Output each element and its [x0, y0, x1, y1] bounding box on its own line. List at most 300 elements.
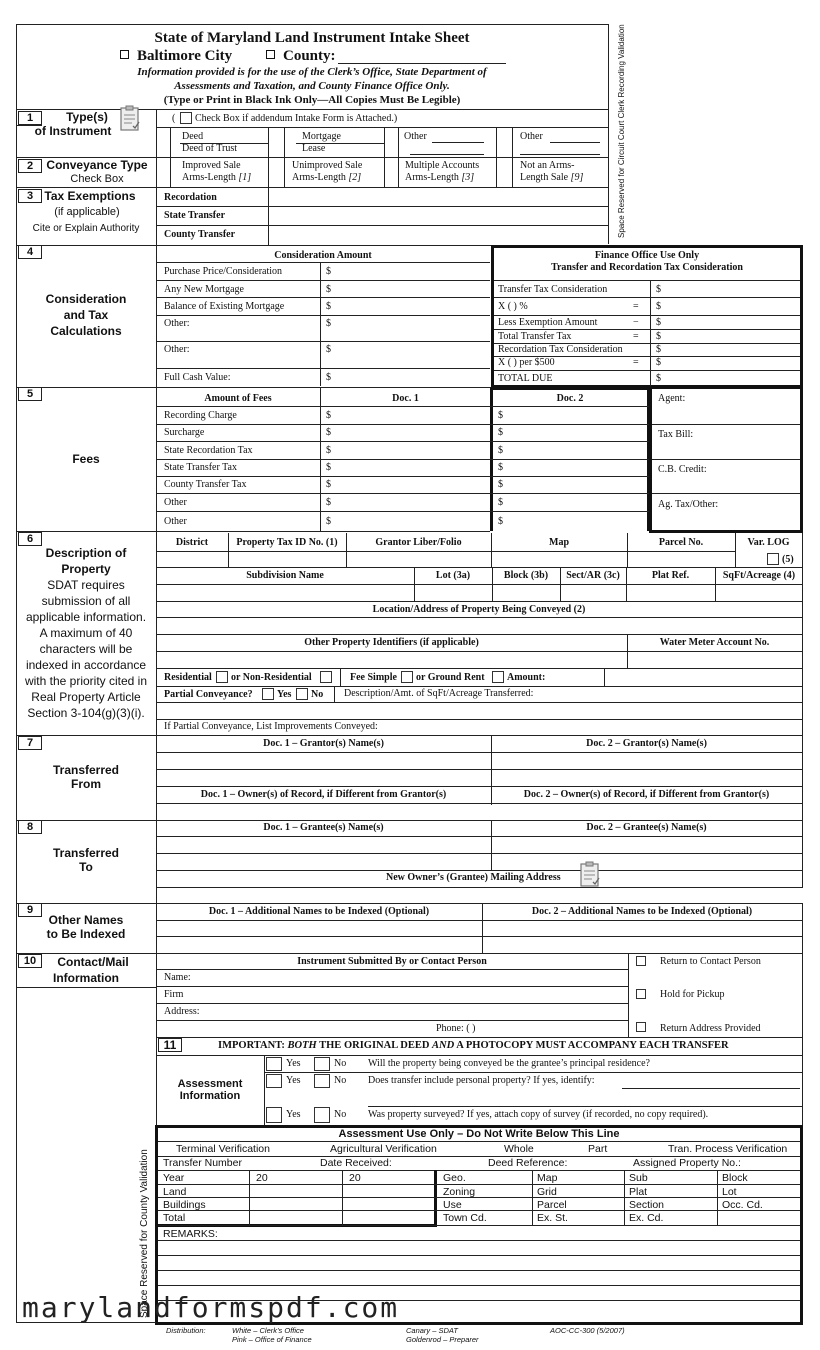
distribution-canary: Canary – SDAT: [406, 1326, 458, 1335]
operator-sign: =: [633, 301, 639, 312]
divider: [156, 634, 802, 635]
divider: [16, 735, 802, 736]
divider: [156, 441, 649, 442]
residential-option[interactable]: Residential: [164, 672, 212, 683]
doc1-fee-field[interactable]: $: [326, 427, 331, 438]
opt-text: Not an Arms-: [520, 160, 575, 171]
finance-amount-field[interactable]: $: [656, 301, 661, 312]
finance-row-label: Recordation Tax Consideration: [498, 344, 623, 355]
finance-header-1: Finance Office Use Only: [594, 250, 700, 261]
fee-row-label: Surcharge: [164, 427, 205, 438]
divider: [228, 533, 229, 567]
finance-amount-field[interactable]: $: [656, 284, 661, 295]
finance-amount-field[interactable]: $: [656, 344, 661, 355]
transferred-from-label-2: From: [71, 777, 101, 791]
divider: [156, 752, 802, 753]
other-2-option[interactable]: Other: [520, 131, 543, 142]
finance-amount-field[interactable]: $: [656, 357, 661, 368]
frame-left: [16, 24, 17, 1322]
consideration-amount-header: Consideration Amount: [274, 250, 372, 261]
partial-yes-checkbox[interactable]: [262, 688, 274, 700]
divider: [334, 686, 335, 702]
doc1-fee-field[interactable]: $: [326, 462, 331, 473]
divider: [156, 1003, 628, 1004]
divider: [16, 387, 491, 388]
deed-of-trust-option[interactable]: Deed of Trust: [182, 143, 238, 154]
q2-yes-checkbox[interactable]: [266, 1074, 282, 1088]
divider: [802, 533, 803, 888]
divider: [156, 870, 802, 871]
doc1-fee-field[interactable]: $: [326, 479, 331, 490]
divider: [264, 1055, 265, 1125]
type-label: Type(s): [66, 110, 108, 124]
subdivision-header: Subdivision Name: [246, 570, 324, 581]
sdat-note: with the priority cited in: [24, 674, 148, 688]
location-field[interactable]: [158, 618, 800, 633]
divider: [170, 157, 171, 187]
consideration-row-label: Other:: [164, 344, 190, 355]
divider: [410, 154, 484, 155]
question-surveyed: Was property surveyed? If yes, attach copy of survey (if recorded, no copy required).: [368, 1109, 709, 1120]
baltimore-city-label: Baltimore City: [137, 48, 233, 64]
county-transfer-label: County Transfer: [164, 229, 236, 240]
map-label: Map: [537, 1172, 558, 1184]
q1-no-checkbox[interactable]: [314, 1057, 330, 1071]
doc1-grantor-header: Doc. 1 – Grantor(s) Name(s): [263, 738, 384, 749]
sdat-note: A maximum of 40: [39, 626, 133, 640]
divider: [268, 187, 269, 245]
divider: [156, 719, 802, 720]
date-received-label: Date Received:: [320, 1157, 392, 1169]
remarks-label: REMARKS:: [163, 1228, 218, 1240]
divider: [156, 262, 490, 263]
fee-row-label: Other: [164, 497, 187, 508]
divider: [652, 493, 800, 494]
section-4-number: 4: [18, 245, 42, 259]
divider: [368, 1106, 802, 1107]
partial-conveyance-label: Partial Conveyance?: [164, 689, 253, 700]
divider: [156, 853, 802, 854]
consideration-amount-field[interactable]: $: [326, 266, 331, 277]
doc2-fee-field[interactable]: $: [498, 427, 503, 438]
divider: [156, 297, 490, 298]
parcel-header: Parcel No.: [658, 537, 704, 548]
lease-option[interactable]: Lease: [302, 143, 326, 154]
contact-name-field[interactable]: Name:: [164, 972, 191, 983]
divider: [652, 424, 800, 425]
description-amount-label: Description/Amt. of SqFt/Acreage Transferred:: [344, 688, 534, 699]
return-contact-checkbox[interactable]: [636, 956, 646, 966]
geo-label: Geo.: [443, 1172, 466, 1184]
consideration-row-label: Other:: [164, 318, 190, 329]
land-label: Land: [163, 1186, 187, 1198]
divider: [624, 1170, 625, 1225]
town-code-label: Town Cd.: [443, 1212, 487, 1224]
info-line-3: (Type or Print in Black Ink Only—All Copies Must Be Legible): [163, 94, 461, 106]
doc2-fee-field[interactable]: $: [498, 445, 503, 456]
sect-header: Sect/AR (3c): [566, 570, 620, 581]
divider: [156, 280, 490, 281]
other-names-label-1: Other Names: [48, 913, 124, 927]
divider: [268, 127, 269, 157]
clipboard-icon: [578, 860, 602, 888]
divider: [496, 127, 497, 157]
var-log-code: (5): [782, 554, 794, 565]
distribution-pink: Pink – Office of Finance: [232, 1335, 312, 1344]
divider: [16, 987, 156, 988]
divider: [16, 953, 802, 954]
divider: [802, 1037, 803, 1125]
divider: [494, 329, 800, 330]
divider: [156, 567, 802, 568]
divider: [284, 127, 285, 157]
sqft-header: SqFt/Acreage (4): [722, 570, 796, 581]
agricultural-verification[interactable]: Agricultural Verification: [330, 1143, 437, 1155]
divider: [628, 953, 629, 1037]
q1-yes-checkbox[interactable]: [266, 1057, 282, 1071]
divider: [156, 986, 628, 987]
other-2-field[interactable]: [550, 142, 600, 143]
non-residential-option[interactable]: or Non-Residential: [231, 672, 312, 683]
consideration-amount-field[interactable]: $: [326, 301, 331, 312]
doc1-fee-field[interactable]: $: [326, 497, 331, 508]
important-text: IMPORTANT: BOTH THE ORIGINAL DEED AND A PHOTOCOPY MUST ACCOMPANY EACH TRANSFER: [218, 1040, 729, 1051]
doc2-grantor-header: Doc. 2 – Grantor(s) Name(s): [586, 738, 707, 749]
improvements-label: If Partial Conveyance, List Improvements Conveyed:: [164, 721, 378, 732]
divider: [735, 533, 736, 567]
return-contact-label: Return to Contact Person: [660, 956, 761, 967]
addendum-open-paren: (: [172, 113, 176, 124]
doc2-owner-header: Doc. 2 – Owner(s) of Record, if Different from Grantor(s): [523, 789, 770, 800]
finance-row-label: Total Transfer Tax: [498, 331, 572, 342]
whole-option[interactable]: Whole: [504, 1143, 534, 1155]
doc2-fee-field[interactable]: $: [498, 497, 503, 508]
section-1-label-2: [28, 124, 118, 139]
consideration-row-label: Any New Mortgage: [164, 284, 244, 295]
operator-sign: =: [633, 331, 639, 342]
non-residential-checkbox[interactable]: [320, 671, 332, 683]
finance-header-2: Transfer and Recordation Tax Consideration: [551, 262, 743, 273]
section-1-number: 1: [18, 111, 42, 125]
description-label-2: Property: [61, 562, 111, 576]
zoning-label: Zoning: [443, 1186, 476, 1198]
other-names-label-2: to Be Indexed: [46, 927, 126, 941]
county-validation-text: Space Reserved for County Validation: [139, 1149, 150, 1318]
consideration-amount-field[interactable]: $: [326, 344, 331, 355]
contact-label-2: Information: [53, 971, 119, 985]
page-title: State of Maryland Land Instrument Intake Sheet: [154, 30, 470, 46]
opt-text: Improved Sale: [182, 160, 241, 171]
divider: [512, 157, 513, 187]
unimproved-sale-option[interactable]: [292, 160, 362, 184]
info-line-2: Assessments and Taxation, and County Finance Office Only.: [174, 80, 450, 92]
finance-amount-field[interactable]: $: [656, 373, 661, 384]
ground-rent-option[interactable]: or Ground Rent: [416, 672, 485, 683]
divider: [156, 459, 649, 460]
contact-label-1: Contact/Mail: [57, 955, 129, 969]
consideration-amount-field[interactable]: $: [326, 284, 331, 295]
doc1-fee-field[interactable]: $: [326, 410, 331, 421]
q2-no-checkbox[interactable]: [314, 1074, 330, 1088]
improved-sale-option[interactable]: [182, 160, 251, 184]
location-header: Location/Address of Property Being Conveyed (2): [372, 604, 586, 615]
divider: [156, 1055, 802, 1056]
transferred-to-label-2: To: [79, 860, 93, 874]
distribution-label: Distribution:: [166, 1326, 206, 1335]
mailing-address-header: New Owner’s (Grantee) Mailing Address: [386, 872, 561, 883]
divider: [158, 1197, 800, 1198]
section-10-number: 10: [18, 954, 42, 968]
consideration-row-label: Purchase Price/Consideration: [164, 266, 283, 277]
county-option[interactable]: [266, 48, 336, 65]
other-identifiers-header: Other Property Identifiers (if applicable): [304, 637, 479, 648]
year-label: Year: [163, 1172, 185, 1184]
partial-no-label: No: [311, 689, 324, 700]
operator-sign: =: [633, 357, 639, 368]
section-9-number: 9: [18, 903, 42, 917]
doc2-grantee-header: Doc. 2 – Grantee(s) Name(s): [586, 822, 707, 833]
consideration-row-label: Full Cash Value:: [164, 372, 231, 383]
var-log-header: Var. LOG: [747, 537, 790, 548]
doc1-fee-field[interactable]: $: [326, 445, 331, 456]
divider: [170, 127, 171, 157]
finance-row-label: TOTAL DUE: [498, 373, 553, 384]
divider: [802, 903, 803, 953]
partial-no-checkbox[interactable]: [296, 688, 308, 700]
divider: [156, 769, 802, 770]
divider: [156, 341, 490, 342]
consideration-label-2: and Tax: [63, 308, 109, 322]
fee-row-label: County Transfer Tax: [164, 479, 247, 490]
ex-st-label: Ex. St.: [537, 1212, 568, 1224]
fee-simple-checkbox[interactable]: [401, 671, 413, 683]
opt-code: [1]: [238, 172, 252, 183]
total-label: Total: [163, 1212, 186, 1224]
cb-credit-field[interactable]: C.B. Credit:: [658, 464, 707, 475]
divider: [520, 154, 600, 155]
return-address-label: Return Address Provided: [660, 1023, 761, 1034]
section-6-number: 6: [18, 532, 42, 546]
divider: [156, 601, 802, 602]
divider: [650, 280, 651, 386]
other-1-field[interactable]: [432, 142, 484, 143]
section-5-number: 5: [18, 387, 42, 401]
partial-yes-label: Yes: [277, 689, 292, 700]
consideration-label-3: Calculations: [50, 324, 122, 338]
sdat-note: characters will be: [39, 642, 133, 656]
ex-cd-label: Ex. Cd.: [629, 1212, 664, 1224]
divider: [156, 127, 608, 128]
finance-row-label: Transfer Tax Consideration: [498, 284, 608, 295]
clerk-validation-text: Space Reserved for Circuit Court Clerk Recording Validation: [617, 24, 626, 238]
assessment-info-label-2: Information: [179, 1090, 241, 1102]
divider: [156, 936, 802, 937]
sdat-note: Real Property Article: [31, 690, 141, 704]
addendum-label: Check Box if addendum Intake Form is Attached.): [195, 113, 398, 124]
mortgage-option[interactable]: Mortgage: [302, 131, 341, 142]
doc2-fee-field[interactable]: $: [498, 462, 503, 473]
divider: [494, 297, 800, 298]
divider: [156, 786, 802, 787]
grid-label: Grid: [537, 1186, 557, 1198]
recordation-exemption-field[interactable]: [270, 188, 606, 205]
not-arms-length-option[interactable]: [520, 160, 583, 184]
contact-header: Instrument Submitted By or Contact Person: [297, 956, 487, 967]
q3-no-checkbox[interactable]: [314, 1107, 330, 1123]
divider: [156, 920, 802, 921]
distribution-goldenrod: Goldenrod – Preparer: [406, 1335, 479, 1344]
deed-reference-label: Deed Reference:: [488, 1157, 568, 1169]
divider: [264, 1072, 802, 1073]
of-instrument-label: of Instrument: [34, 124, 112, 138]
finance-amount-field[interactable]: $: [656, 331, 661, 342]
doc2-additional-names-header: Doc. 2 – Additional Names to be Indexed (Optional): [531, 906, 753, 917]
multiple-accounts-option[interactable]: [405, 160, 479, 184]
fees-header-amount: Amount of Fees: [204, 393, 272, 404]
district-header: District: [175, 537, 209, 548]
terminal-verification[interactable]: Terminal Verification: [176, 1143, 270, 1155]
divider: [156, 702, 802, 703]
form-number: AOC-CC-300 (5/2007): [550, 1326, 625, 1335]
if-applicable-label: (if applicable): [54, 206, 120, 218]
fee-simple-option[interactable]: Fee Simple: [350, 672, 397, 683]
plat-label: Plat: [629, 1186, 648, 1198]
consideration-amount-field[interactable]: $: [326, 318, 331, 329]
divider: [156, 668, 802, 669]
doc1-owner-header: Doc. 1 – Owner(s) of Record, if Different from Grantor(s): [200, 789, 447, 800]
divider: [494, 315, 800, 316]
grantor-liber-header: Grantor Liber/Folio: [375, 537, 462, 548]
doc2-fee-field[interactable]: $: [498, 410, 503, 421]
tax-exemptions-label: Tax Exemptions: [44, 189, 136, 203]
sdat-note: indexed in accordance: [25, 658, 147, 672]
year-2[interactable]: 20: [349, 1172, 361, 1184]
opt-text: Unimproved Sale: [292, 160, 363, 171]
divider: [156, 476, 649, 477]
divider: [346, 533, 347, 567]
opt-text: Arms-Length: [405, 172, 459, 183]
doc2-fee-field[interactable]: $: [498, 479, 503, 490]
finance-row-label: Less Exemption Amount: [498, 317, 598, 328]
transfer-number-label: Transfer Number: [163, 1157, 242, 1169]
consideration-amount-field[interactable]: $: [326, 372, 331, 383]
distribution-white: White – Clerk’s Office: [232, 1326, 304, 1335]
divider: [158, 1225, 800, 1226]
contact-firm-field[interactable]: Firm: [164, 989, 184, 1000]
finance-row-label: X ( ) per $500: [498, 357, 555, 368]
opt-code: [9]: [570, 172, 584, 183]
contact-address-field[interactable]: Address:: [164, 1006, 200, 1017]
divider: [158, 1141, 800, 1142]
doc2-fee-field[interactable]: $: [498, 516, 503, 527]
transferred-to-label-1: Transferred: [52, 846, 120, 860]
divider: [156, 651, 802, 652]
doc1-fee-field[interactable]: $: [326, 516, 331, 527]
hold-pickup-label: Hold for Pickup: [660, 989, 725, 1000]
return-address-checkbox[interactable]: [636, 1022, 646, 1032]
addendum-checkbox[interactable]: [180, 112, 192, 124]
var-log-checkbox[interactable]: [767, 553, 779, 565]
baltimore-city-option[interactable]: [120, 48, 232, 65]
cite-authority-label: Cite or Explain Authority: [32, 223, 140, 234]
personal-property-field[interactable]: [622, 1088, 800, 1089]
hold-pickup-checkbox[interactable]: [636, 989, 646, 999]
divider: [158, 1210, 800, 1211]
county-field[interactable]: [338, 63, 506, 64]
divider: [398, 127, 399, 157]
doc1-additional-names-header: Doc. 1 – Additional Names to be Indexed (Optional): [208, 906, 430, 917]
operator-sign: −: [633, 317, 639, 328]
divider: [627, 533, 628, 567]
no-label: No: [334, 1058, 347, 1069]
divider: [717, 1170, 718, 1225]
divider: [16, 531, 490, 532]
ag-tax-field[interactable]: Ag. Tax/Other:: [658, 499, 719, 510]
divider: [156, 551, 735, 552]
q3-yes-checkbox[interactable]: [266, 1107, 282, 1123]
question-personal-property: Does transfer include personal property? If yes, identify:: [368, 1075, 595, 1086]
divider: [494, 370, 800, 371]
sdat-note: Section 3-104(g)(3)(i).: [27, 706, 145, 720]
divider: [491, 533, 492, 567]
divider: [156, 368, 490, 369]
question-principal-residence: Will the property being conveyed be the grantee’s principal residence?: [368, 1058, 650, 1069]
tran-process-verification[interactable]: Tran. Process Verification: [668, 1143, 788, 1155]
tax-id-header: Property Tax ID No. (1): [236, 537, 338, 548]
county-transfer-exemption-field[interactable]: [270, 226, 606, 243]
fee-row-label: Recording Charge: [164, 410, 237, 421]
divider: [16, 820, 802, 821]
divider: [384, 127, 385, 157]
buildings-label: Buildings: [163, 1199, 206, 1211]
deed-option[interactable]: Deed: [182, 131, 204, 142]
divider: [340, 668, 341, 686]
occ-code-label: Occ. Cd.: [722, 1199, 763, 1211]
fees-header-doc2: Doc. 2: [556, 393, 584, 404]
amount-label: Amount:: [507, 672, 546, 683]
divider: [156, 686, 802, 687]
residential-checkbox[interactable]: [216, 671, 228, 683]
finance-row-label: X ( ) %: [498, 301, 528, 312]
part-option[interactable]: Part: [588, 1143, 608, 1155]
check-box-label: Check Box: [70, 173, 124, 185]
lot-label: Lot: [722, 1186, 737, 1198]
divider: [512, 127, 513, 157]
other-1-option[interactable]: Other: [404, 131, 427, 142]
divider: [156, 836, 802, 837]
opt-text: Arms-Length: [182, 172, 236, 183]
parcel-label: Parcel: [537, 1199, 567, 1211]
ground-rent-checkbox[interactable]: [492, 671, 504, 683]
water-meter-header: Water Meter Account No.: [659, 637, 770, 648]
info-line-1: Information provided is for the use of the Clerk’s Office, State Department of: [137, 66, 487, 78]
no-label: No: [334, 1075, 347, 1086]
divider: [496, 157, 497, 187]
divider: [156, 887, 802, 888]
tax-bill-field[interactable]: Tax Bill:: [658, 429, 694, 440]
year-1[interactable]: 20: [256, 1172, 268, 1184]
contact-phone-field[interactable]: Phone: ( ): [436, 1023, 476, 1034]
transferred-from-label-1: Transferred: [52, 763, 120, 777]
divider: [156, 315, 490, 316]
divider: [156, 584, 802, 585]
finance-amount-field[interactable]: $: [656, 317, 661, 328]
state-transfer-exemption-field[interactable]: [270, 207, 606, 224]
consideration-row-label: Balance of Existing Mortgage: [164, 301, 285, 312]
assessment-info-label-1: Assessment: [177, 1078, 243, 1090]
agent-field[interactable]: Agent:: [658, 393, 686, 404]
doc1-grantee-header: Doc. 1 – Grantee(s) Name(s): [263, 822, 384, 833]
